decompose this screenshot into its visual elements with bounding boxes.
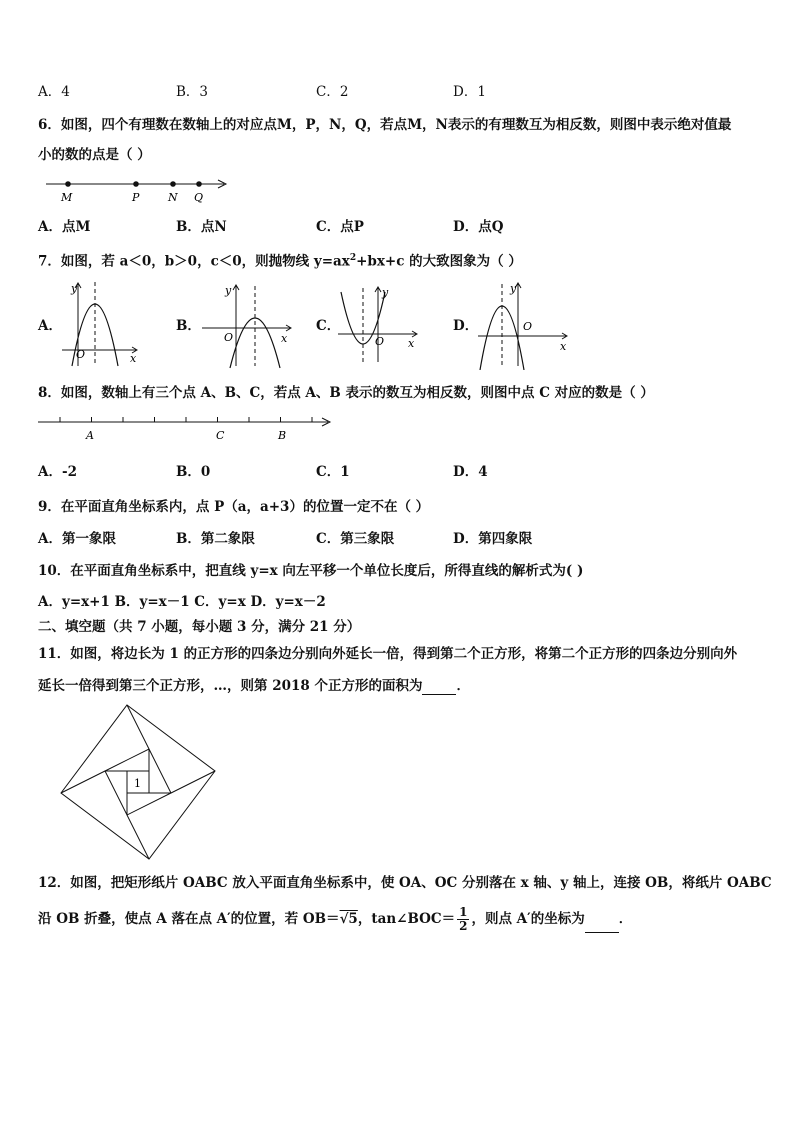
q9-option-a: A．第一象限 bbox=[38, 531, 116, 547]
label-a: A bbox=[86, 429, 94, 442]
q5-option-b: B．3 bbox=[176, 84, 209, 100]
sqrt-5: √5 bbox=[339, 911, 358, 927]
q5-option-a: A．4 bbox=[38, 84, 70, 100]
q5-option-c: C．2 bbox=[316, 84, 349, 100]
q7-graph-b bbox=[198, 278, 298, 370]
q12-stem-line2: 沿 OB 折叠，使点 A 落在点 A′的位置，若 OB＝√5，tan∠BOC＝ $\frac{1}{2}$ ，则点 A′的坐标为 ． bbox=[38, 905, 633, 933]
svg-text:x: x bbox=[130, 352, 137, 365]
q10-options: A．y=x+1 B．y=x－1 C．y=x D．y=x－2 bbox=[38, 594, 326, 610]
answer-blank bbox=[422, 680, 456, 695]
q5-option-d: D．1 bbox=[453, 84, 486, 100]
label-n: N bbox=[168, 191, 178, 204]
q11-square-figure bbox=[56, 700, 220, 864]
svg-text:y: y bbox=[382, 286, 389, 299]
svg-text:O: O bbox=[523, 320, 533, 333]
q7-stem: 7．如图，若 a＜0，b＞0，c＜0，则抛物线 $y=ax^2+bx+c$ 的大致图象为（ ） bbox=[38, 253, 522, 270]
q7-option-d-letter: D． bbox=[453, 318, 479, 334]
svg-text:y: y bbox=[510, 282, 517, 295]
q6-stem-line2: 小的数的点是（ ） bbox=[38, 147, 151, 163]
label-c: C bbox=[216, 429, 225, 442]
svg-text:y: y bbox=[225, 284, 232, 297]
q6-option-b: B．点N bbox=[176, 219, 227, 235]
label-b: B bbox=[278, 429, 287, 442]
q7-graph-a bbox=[58, 278, 142, 370]
q8-ticks bbox=[60, 417, 312, 422]
unit-square-label: 1 bbox=[134, 777, 141, 790]
q6-option-d: D．点Q bbox=[453, 219, 504, 235]
q12-stem-line1: 12．如图，把矩形纸片 OABC 放入平面直角坐标系中，使 OA、OC 分别落在 x 轴、y 轴上，连接 OB，将纸片 OABC bbox=[38, 875, 772, 891]
svg-text:O: O bbox=[76, 348, 86, 361]
q11-stem-line2: 延长一倍得到第三个正方形，…，则第 2018 个正方形的面积为 ． bbox=[38, 678, 470, 694]
q11-stem-line1: 11．如图，将边长为 1 的正方形的四条边分别向外延长一倍，得到第二个正方形，将第二个正方形的四条边分别向外 bbox=[38, 646, 738, 662]
label-p: P bbox=[132, 191, 140, 204]
svg-text:O: O bbox=[375, 335, 385, 348]
point-p-dot bbox=[133, 181, 139, 187]
q7-graph-c bbox=[334, 282, 422, 366]
q7-graph-d bbox=[474, 278, 574, 370]
svg-text:O: O bbox=[224, 331, 234, 344]
svg-text:x: x bbox=[281, 332, 288, 345]
q8-option-a: A．-2 bbox=[38, 464, 77, 480]
q8-option-b: B．0 bbox=[176, 464, 211, 480]
q7-option-c-letter: C． bbox=[316, 318, 341, 334]
q8-stem: 8．如图，数轴上有三个点 A、B、C，若点 A、B 表示的数互为相反数，则图中点 C 对应的数是（ ） bbox=[38, 385, 654, 401]
q9-option-d: D．第四象限 bbox=[453, 531, 533, 547]
point-m-dot bbox=[65, 181, 71, 187]
q7-option-a-letter: A． bbox=[38, 318, 62, 334]
label-m: M bbox=[61, 191, 73, 204]
section-heading: 二、填空题（共 7 小题，每小题 3 分，满分 21 分） bbox=[38, 619, 361, 635]
q9-option-c: C．第三象限 bbox=[316, 531, 395, 547]
svg-text:y: y bbox=[71, 282, 78, 295]
q8-option-c: C．1 bbox=[316, 464, 350, 480]
fraction-one-half: $\frac{1}{2}$ bbox=[459, 905, 468, 933]
q6-stem-line1: 6．如图，四个有理数在数轴上的对应点M，P，N，Q，若点M，N表示的有理数互为相反数，则图中表示绝对值最 bbox=[38, 117, 732, 133]
q10-stem: 10．在平面直角坐标系中，把直线 y=x 向左平移一个单位长度后，所得直线的解析式为( ) bbox=[38, 563, 584, 579]
q6-option-c: C．点P bbox=[316, 219, 364, 235]
point-n-dot bbox=[170, 181, 176, 187]
point-q-dot bbox=[196, 181, 202, 187]
svg-text:x: x bbox=[560, 340, 567, 353]
q9-option-b: B．第二象限 bbox=[176, 531, 255, 547]
q7-option-b-letter: B． bbox=[176, 318, 201, 334]
svg-text:x: x bbox=[408, 337, 415, 350]
answer-blank-2 bbox=[585, 918, 619, 933]
q9-stem: 9．在平面直角坐标系内，点 P（a，a+3）的位置一定不在（ ） bbox=[38, 499, 430, 515]
q6-number-line bbox=[40, 172, 240, 206]
label-q: Q bbox=[194, 191, 204, 204]
q6-option-a: A．点M bbox=[38, 219, 91, 235]
q8-option-d: D．4 bbox=[453, 464, 488, 480]
q8-number-line bbox=[36, 412, 336, 446]
